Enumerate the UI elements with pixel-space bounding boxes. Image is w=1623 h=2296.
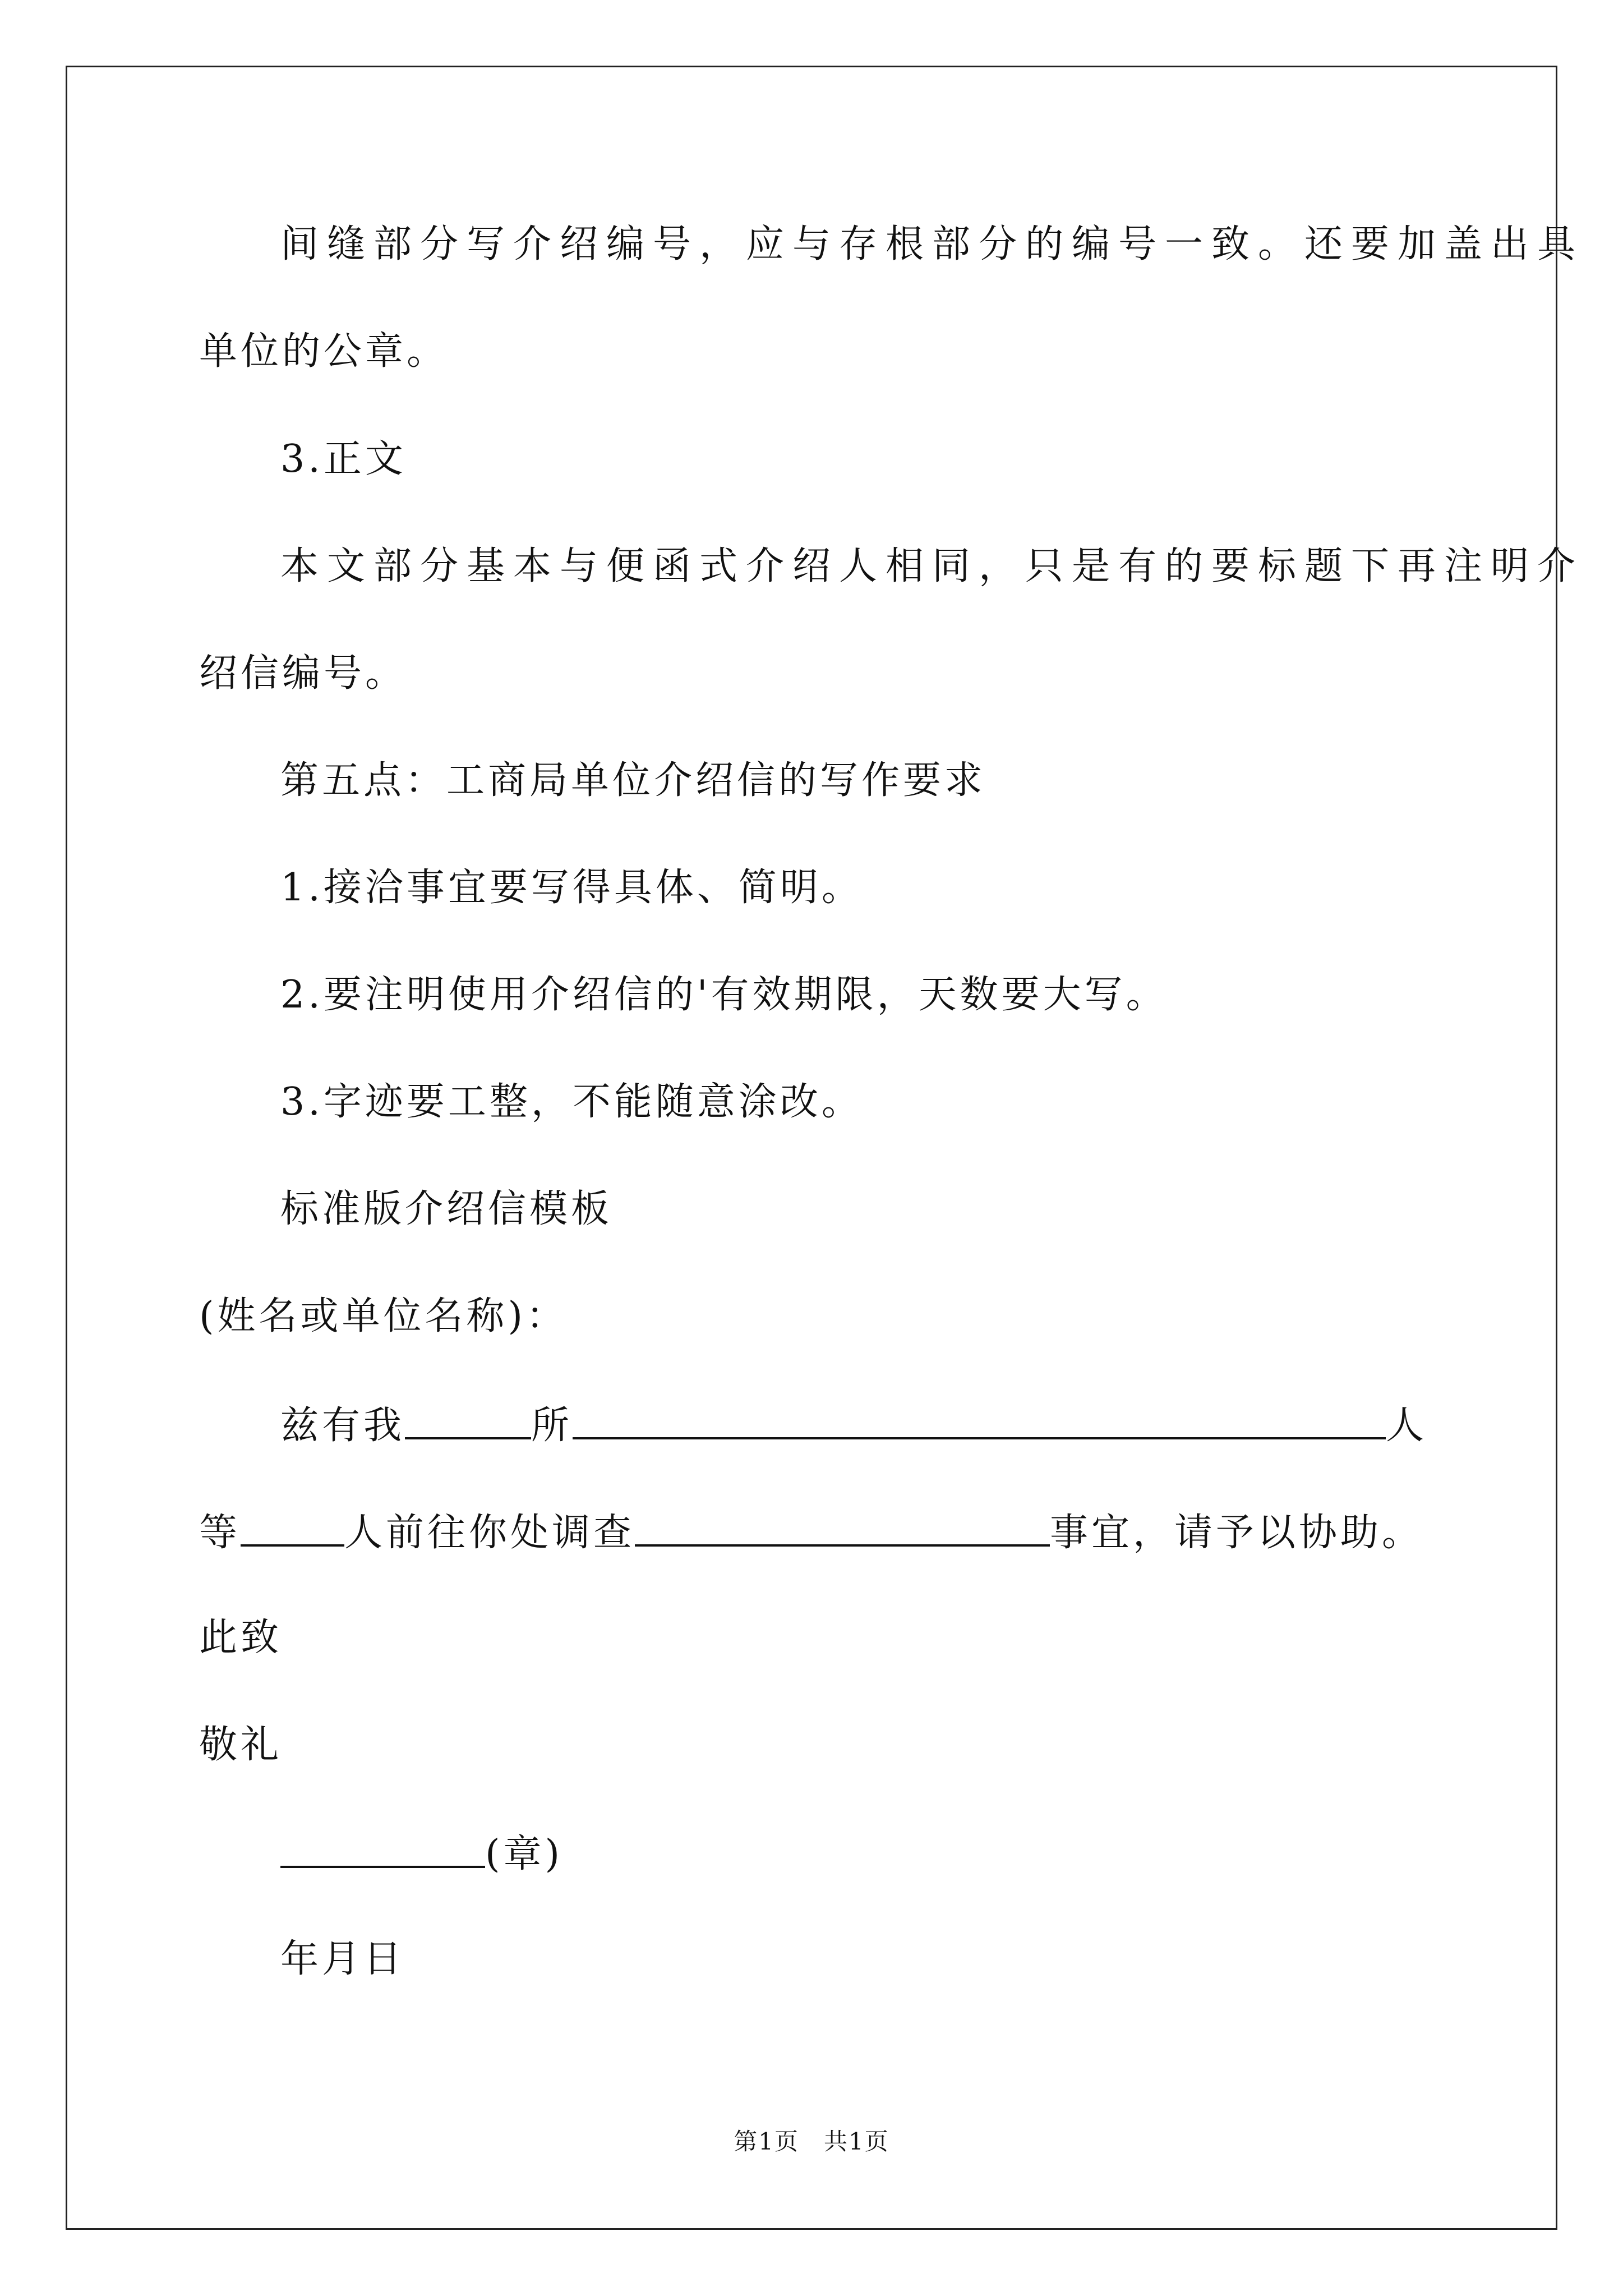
- page-frame: [66, 66, 1557, 2230]
- letter-text-ren: 人: [1386, 1404, 1428, 1448]
- body-line-4: 绍信编号。: [199, 651, 407, 696]
- blank-unit-field: [405, 1405, 531, 1439]
- seal-line: [280, 1833, 563, 1874]
- point-five-heading: 第五点：工商局单位介绍信的写作要求: [280, 758, 986, 803]
- letter-text-qianwang: 人前往你处调查: [344, 1511, 635, 1555]
- page-number-footer: 第1页 共1页: [734, 2128, 889, 2155]
- blank-name-field: [573, 1405, 1386, 1439]
- requirement-2: 2.要注明使用介绍信的'有效期限，天数要大写。: [280, 973, 1168, 1017]
- body-line-2: 单位的公章。: [199, 329, 449, 374]
- closing-jingli: 敬礼: [199, 1723, 283, 1767]
- letter-body-line-1: [280, 1404, 1428, 1448]
- requirement-1: 1.接洽事宜要写得具体、简明。: [280, 866, 863, 910]
- letter-text-suo: 所: [531, 1404, 573, 1448]
- body-line-3: 本文部分基本与便函式介绍人相同，只是有的要标题下再注明介: [280, 544, 1584, 588]
- blank-signature-field: [280, 1833, 485, 1868]
- addressee-line: (姓名或单位名称)：: [199, 1294, 568, 1338]
- blank-matter-field: [635, 1512, 1050, 1547]
- body-line-1: 间缝部分写介绍编号，应与存根部分的编号一致。还要加盖出具: [280, 222, 1584, 266]
- requirement-3: 3.字迹要工整，不能随意涂改。: [280, 1080, 863, 1124]
- letter-body-line-2: [199, 1511, 1424, 1555]
- letter-text-zi-you-wo: 兹有我: [280, 1404, 405, 1448]
- section-heading-3: 3.正文: [280, 437, 407, 481]
- letter-text-deng: 等: [199, 1511, 241, 1555]
- date-line: 年月日: [280, 1937, 405, 1981]
- letter-text-shiyi: 事宜，请予以协助。: [1050, 1511, 1424, 1555]
- blank-count-field: [241, 1512, 344, 1547]
- template-title: 标准版介绍信模板: [280, 1187, 613, 1231]
- closing-cizhi: 此致: [199, 1616, 283, 1660]
- seal-label: (章): [485, 1832, 564, 1876]
